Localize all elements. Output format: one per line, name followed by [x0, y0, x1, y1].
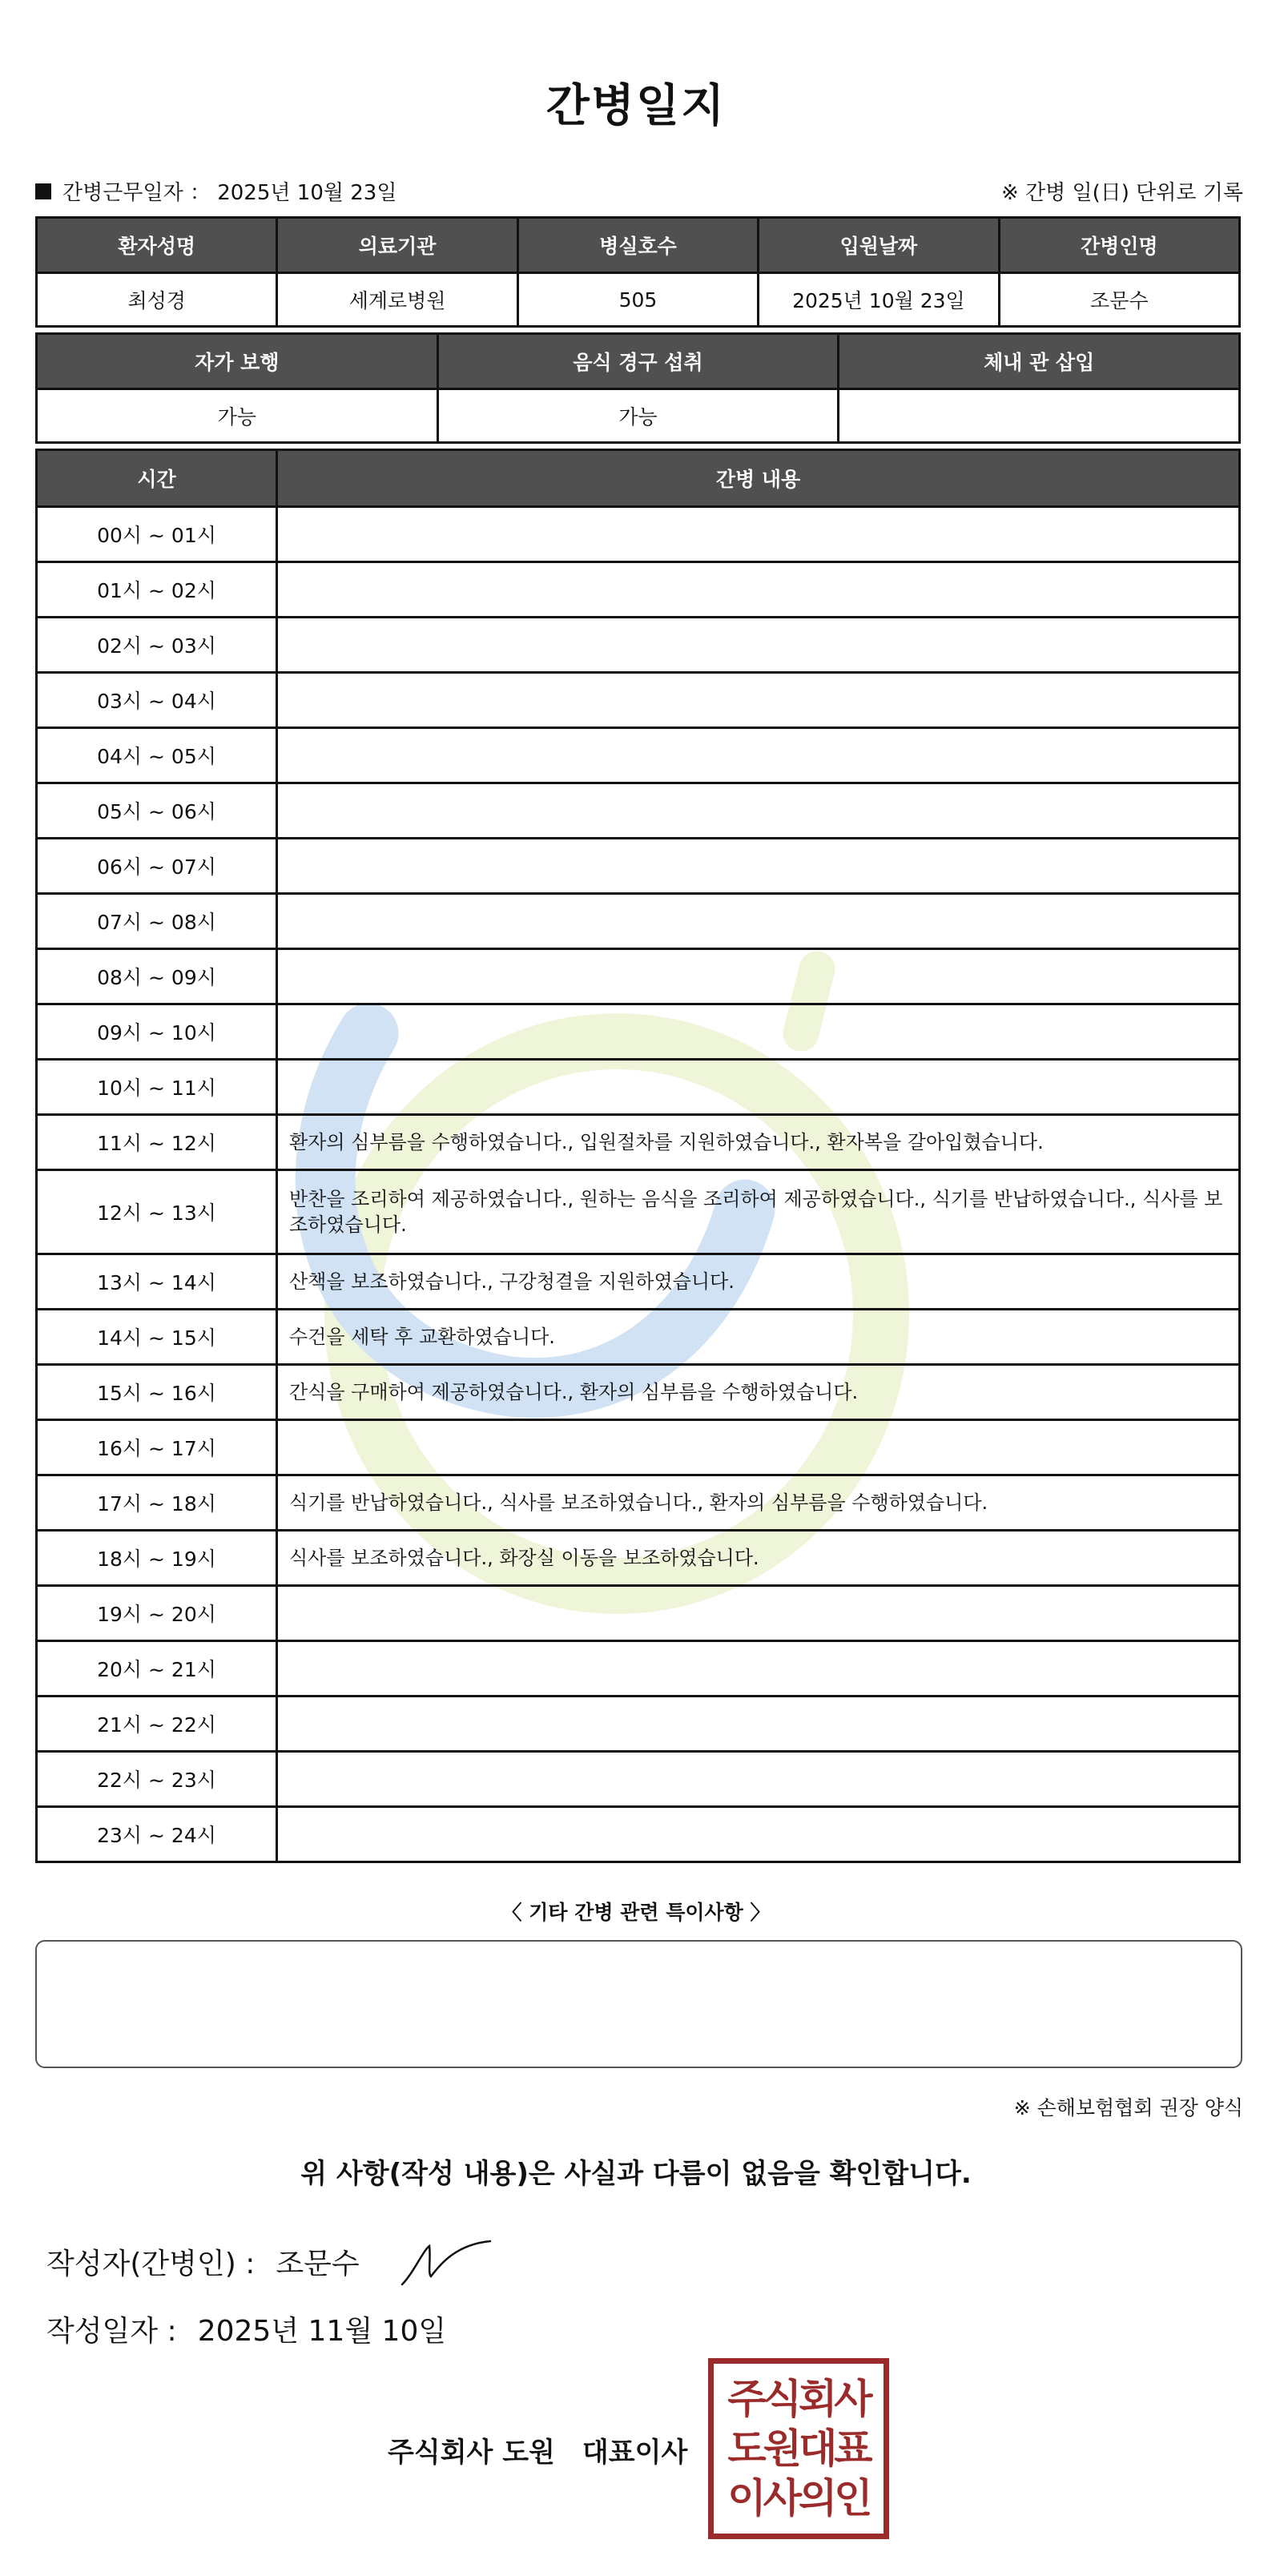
log-time: 15시 ~ 16시	[37, 1365, 277, 1420]
header-walking: 자가 보행	[37, 334, 438, 389]
notes-title: 〈 기타 간병 관련 특이사항 〉	[501, 1901, 771, 1924]
company-signature	[388, 2430, 687, 2469]
log-row	[37, 894, 1240, 949]
header-caregiver: 간병인명	[999, 218, 1239, 273]
log-row	[37, 1586, 1240, 1641]
form-note: ※ 손해보험협회 권장 양식	[1013, 2096, 1243, 2119]
log-time: 13시 ~ 14시	[37, 1254, 277, 1310]
hourly-log-table	[35, 449, 1241, 1863]
log-time: 02시 ~ 03시	[37, 618, 277, 673]
work-date	[35, 176, 396, 206]
log-content: 반찬을 조리하여 제공하였습니다., 원하는 음식을 조리하여 제공하였습니다., 식기를 반납하였습니다., 식사를 보조하였습니다.	[277, 1170, 1240, 1254]
company-name: 주식회사 도원	[388, 2437, 555, 2469]
log-content	[277, 562, 1240, 618]
log-row	[37, 562, 1240, 618]
header-admission-date: 입원날짜	[759, 218, 999, 273]
oral-intake-status: 가능	[437, 389, 839, 443]
log-row	[37, 507, 1240, 562]
log-content	[277, 618, 1240, 673]
log-row	[37, 1420, 1240, 1475]
log-row	[37, 1641, 1240, 1697]
seal-line: 이사의인	[727, 2475, 870, 2522]
signature-icon	[399, 2235, 495, 2291]
seal-line: 주식회사	[727, 2376, 870, 2422]
log-row	[37, 1697, 1240, 1752]
log-row	[37, 673, 1240, 728]
notes-box	[35, 1940, 1242, 2068]
log-content	[277, 783, 1240, 839]
patient-name: 최성경	[37, 273, 277, 327]
log-row	[37, 1115, 1240, 1170]
writer-line	[46, 2241, 360, 2282]
log-row	[37, 1060, 1240, 1115]
header-room: 병실호수	[517, 218, 758, 273]
log-row	[37, 1807, 1240, 1862]
log-content	[277, 507, 1240, 562]
log-content: 간식을 구매하여 제공하였습니다., 환자의 심부름을 수행하였습니다.	[277, 1365, 1240, 1420]
log-row	[37, 1531, 1240, 1586]
log-row	[37, 1004, 1240, 1060]
log-time: 17시 ~ 18시	[37, 1475, 277, 1531]
square-bullet-icon	[35, 183, 51, 199]
log-time: 16시 ~ 17시	[37, 1420, 277, 1475]
header-care-content: 간병 내용	[277, 450, 1240, 507]
log-content	[277, 1420, 1240, 1475]
log-content	[277, 673, 1240, 728]
log-time: 10시 ~ 11시	[37, 1060, 277, 1115]
log-row	[37, 728, 1240, 783]
header-tube: 체내 관 삽입	[839, 334, 1240, 389]
log-row	[37, 618, 1240, 673]
log-row	[37, 949, 1240, 1004]
log-row	[37, 1365, 1240, 1420]
log-content	[277, 1641, 1240, 1697]
log-content	[277, 1060, 1240, 1115]
header-time: 시간	[37, 450, 277, 507]
log-row	[37, 1475, 1240, 1531]
writer-name: 조문수	[276, 2248, 360, 2280]
caregiver-name: 조문수	[999, 273, 1239, 327]
log-row	[37, 1254, 1240, 1310]
written-date-line	[46, 2308, 446, 2349]
log-time: 23시 ~ 24시	[37, 1807, 277, 1862]
log-content	[277, 1752, 1240, 1807]
header-patient-name: 환자성명	[37, 218, 277, 273]
header-oral-intake: 음식 경구 섭취	[437, 334, 839, 389]
log-time: 06시 ~ 07시	[37, 839, 277, 894]
log-content: 수건을 세탁 후 교환하였습니다.	[277, 1310, 1240, 1365]
patient-info-table	[35, 216, 1241, 328]
writer-label: 작성자(간병인) :	[46, 2248, 256, 2280]
log-content	[277, 839, 1240, 894]
log-time: 08시 ~ 09시	[37, 949, 277, 1004]
header-hospital: 의료기관	[277, 218, 517, 273]
hospital: 세계로병원	[277, 273, 517, 327]
written-date-value: 2025년 11월 10일	[197, 2315, 447, 2348]
page-title: 간병일지	[545, 80, 727, 132]
log-content	[277, 1807, 1240, 1862]
walking-status: 가능	[37, 389, 438, 443]
admission-date: 2025년 10월 23일	[759, 273, 999, 327]
log-time: 21시 ~ 22시	[37, 1697, 277, 1752]
log-content	[277, 728, 1240, 783]
log-time: 01시 ~ 02시	[37, 562, 277, 618]
work-date-label: 간병근무일자 ： 2025년 10월 23일	[62, 181, 397, 205]
log-content	[277, 949, 1240, 1004]
log-time: 00시 ~ 01시	[37, 507, 277, 562]
room-number: 505	[517, 273, 758, 327]
log-time: 04시 ~ 05시	[37, 728, 277, 783]
log-time: 09시 ~ 10시	[37, 1004, 277, 1060]
confirmation-statement: 위 사항(작성 내용)은 사실과 다름이 없음을 확인합니다.	[300, 2158, 972, 2190]
seal-line: 도원대표	[727, 2425, 870, 2472]
log-time: 19시 ~ 20시	[37, 1586, 277, 1641]
log-time: 03시 ~ 04시	[37, 673, 277, 728]
company-title: 대표이사	[582, 2437, 688, 2469]
log-content: 산책을 보조하였습니다., 구강청결을 지원하였습니다.	[277, 1254, 1240, 1310]
log-time: 22시 ~ 23시	[37, 1752, 277, 1807]
log-content	[277, 1004, 1240, 1060]
log-row	[37, 1752, 1240, 1807]
company-seal	[708, 2358, 889, 2539]
log-time: 07시 ~ 08시	[37, 894, 277, 949]
log-content: 식기를 반납하였습니다., 식사를 보조하였습니다., 환자의 심부름을 수행하였습니다.	[277, 1475, 1240, 1531]
log-content	[277, 894, 1240, 949]
log-content: 환자의 심부름을 수행하였습니다., 입원절차를 지원하였습니다., 환자복을 갈아입혔습니다.	[277, 1115, 1240, 1170]
log-time: 12시 ~ 13시	[37, 1170, 277, 1254]
log-row	[37, 783, 1240, 839]
log-content: 식사를 보조하였습니다., 화장실 이동을 보조하였습니다.	[277, 1531, 1240, 1586]
patient-status-table	[35, 332, 1241, 444]
log-row	[37, 1170, 1240, 1254]
log-time: 14시 ~ 15시	[37, 1310, 277, 1365]
log-time: 18시 ~ 19시	[37, 1531, 277, 1586]
log-time: 11시 ~ 12시	[37, 1115, 277, 1170]
log-time: 20시 ~ 21시	[37, 1641, 277, 1697]
log-content	[277, 1586, 1240, 1641]
written-date-label: 작성일자 :	[46, 2315, 177, 2348]
log-row	[37, 1310, 1240, 1365]
log-time: 05시 ~ 06시	[37, 783, 277, 839]
unit-note: ※ 간병 일(日) 단위로 기록	[1000, 181, 1243, 205]
log-content	[277, 1697, 1240, 1752]
log-row	[37, 839, 1240, 894]
tube-status	[839, 389, 1240, 443]
